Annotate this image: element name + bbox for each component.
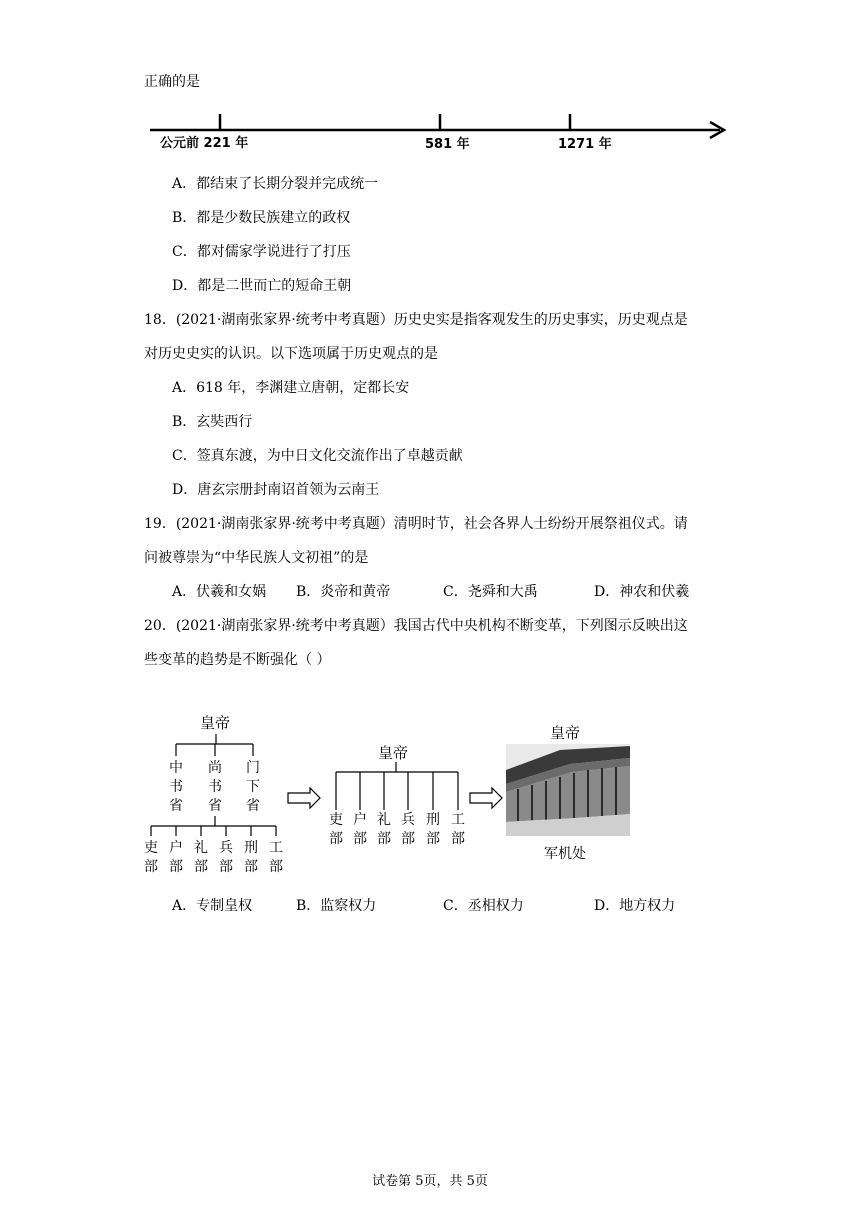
- q20-stem-line1: 20．(2021·湖南张家界·统考中考真题）我国古代中央机构不断变革，下列图示反映出这: [144, 618, 688, 634]
- tang-liubu-5: 工部: [269, 840, 283, 875]
- central-government-diagram: [140, 706, 640, 886]
- q17-stem-tail: 正确的是: [144, 74, 200, 90]
- tang-liubu-0: 吏部: [144, 840, 158, 875]
- tang-liubu-3: 兵部: [219, 840, 233, 875]
- q18-option-a[interactable]: A．618 年，李渊建立唐朝，定都长安: [172, 380, 410, 396]
- q19-option-a[interactable]: A．伏羲和女娲: [172, 584, 267, 600]
- q20-stem-line2: 些变革的趋势是不断强化（ ）: [144, 652, 331, 668]
- q20-option-b[interactable]: B．监察权力: [296, 898, 377, 914]
- q18-option-c[interactable]: C．签真东渡，为中日文化交流作出了卓越贡献: [172, 448, 463, 464]
- ming-liubu-5: 工部: [451, 812, 465, 847]
- q17-option-b[interactable]: B．都是少数民族建立的政权: [172, 210, 351, 226]
- q20-option-c[interactable]: C．丞相权力: [443, 898, 524, 914]
- q18-option-b[interactable]: B．玄奘西行: [172, 414, 253, 430]
- ming-emperor-label: 皇帝: [378, 744, 409, 762]
- tang-liubu-ticks: [151, 826, 276, 836]
- q19-option-d[interactable]: D．神农和伏羲: [594, 584, 690, 600]
- tang-sansheng-0: 中书省: [169, 760, 183, 814]
- tang-liubu-labels: [144, 839, 283, 875]
- tang-emperor-label: 皇帝: [200, 714, 231, 732]
- timeline-figure: [148, 108, 732, 154]
- qing-emperor-label: 皇帝: [550, 724, 581, 742]
- q19-option-c[interactable]: C．尧舜和大禹: [443, 584, 538, 600]
- ming-liubu-4: 刑部: [426, 812, 440, 847]
- ming-liubu-2: 礼部: [377, 812, 391, 847]
- arrow-1: [288, 788, 320, 808]
- q19-option-b[interactable]: B．炎帝和黄帝: [296, 584, 391, 600]
- tang-sansheng-labels: [169, 759, 260, 814]
- page-footer: 试卷第 5页，共 5页: [372, 1174, 488, 1189]
- junjichu-label: 军机处: [544, 846, 586, 862]
- ming-liubu-labels: [329, 811, 465, 847]
- q19-stem-line2: 问被尊崇为“中华民族人文初祖”的是: [144, 550, 369, 566]
- q18-option-d[interactable]: D．唐玄宗册封南诏首领为云南王: [172, 482, 380, 498]
- q18-stem-line2: 对历史史实的认识。以下选项属于历史观点的是: [144, 346, 438, 362]
- q17-option-a[interactable]: A．都结束了长期分裂并完成统一: [172, 176, 379, 192]
- ming-liubu-3: 兵部: [401, 812, 415, 847]
- ming-liubu-ticks: [336, 772, 458, 810]
- q17-option-d[interactable]: D．都是二世而亡的短命王朝: [172, 278, 352, 294]
- tang-sansheng-2: 门下省: [246, 760, 260, 814]
- ming-liubu-0: 吏部: [329, 812, 343, 847]
- q20-option-d[interactable]: D．地方权力: [594, 898, 676, 914]
- tang-liubu-2: 礼部: [194, 840, 208, 875]
- q19-stem-line1: 19．(2021·湖南张家界·统考中考真题）清明时节，社会各界人士纷纷开展祭祖仪式。请: [144, 516, 688, 532]
- junjichu-photo: [506, 744, 630, 836]
- timeline-label-3: 1271 年: [558, 137, 612, 152]
- tang-liubu-1: 户部: [169, 840, 183, 875]
- timeline-label-1: 公元前 221 年: [160, 136, 249, 151]
- arrow-2: [470, 788, 502, 808]
- timeline-label-2: 581 年: [425, 137, 470, 152]
- q17-option-c[interactable]: C．都对儒家学说进行了打压: [172, 244, 351, 260]
- q18-stem-line1: 18．(2021·湖南张家界·统考中考真题）历史史实是指客观发生的历史事实，历史观点是: [144, 312, 688, 328]
- tang-sansheng-1: 尚书省: [208, 760, 222, 814]
- tang-liubu-4: 刑部: [244, 840, 258, 875]
- ming-liubu-1: 户部: [353, 812, 367, 847]
- q20-option-a[interactable]: A．专制皇权: [172, 898, 253, 914]
